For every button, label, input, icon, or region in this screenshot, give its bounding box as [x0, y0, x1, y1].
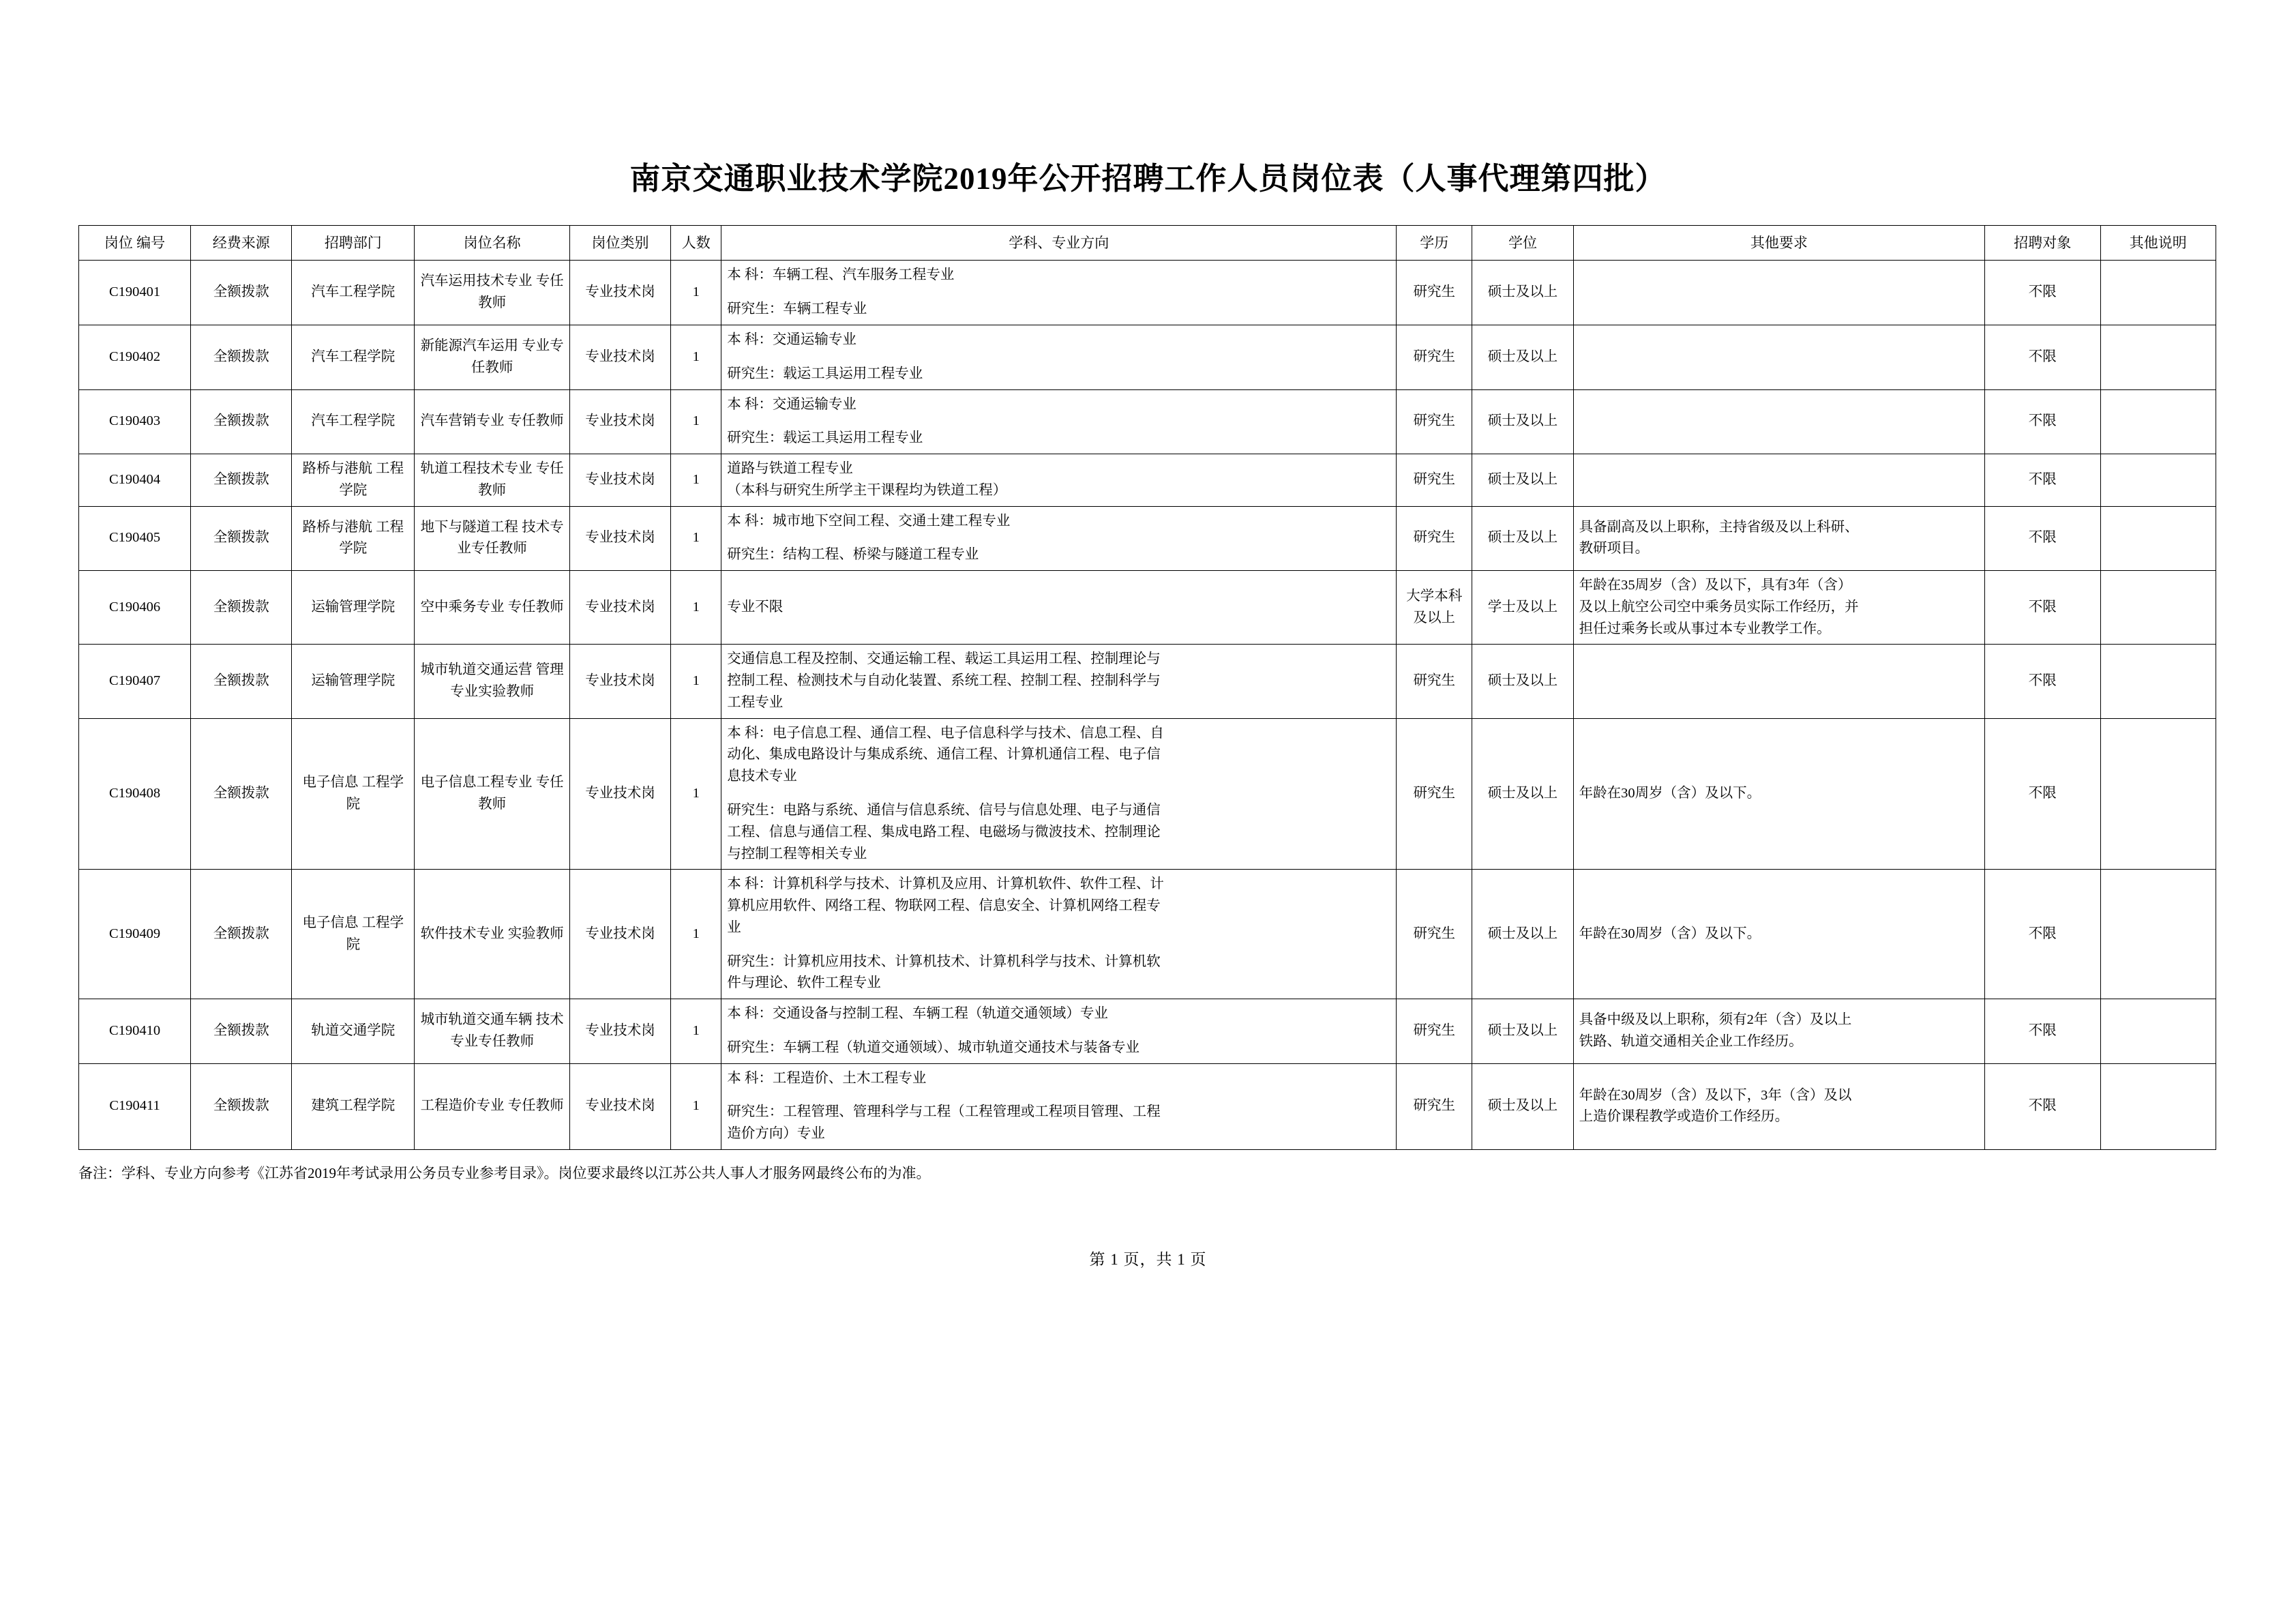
- cell-target: 不限: [1985, 506, 2100, 571]
- col-header-category: 岗位类别: [569, 226, 670, 261]
- cell-education-line2: 及以上: [1413, 610, 1456, 625]
- cell-position: [415, 999, 570, 1064]
- cell-other-requirements: [1573, 645, 1985, 718]
- cell-count: 1: [671, 454, 721, 507]
- cell-other-requirements: [1573, 261, 1985, 325]
- cell-department: 运输管理学院: [292, 571, 415, 645]
- cell-other-requirements: 年龄在30周岁（含）及以下。: [1573, 870, 1985, 999]
- cell-position-line1: 工程造价专业: [420, 1098, 505, 1114]
- cell-other-line1: 年龄在30周岁（含）及以下，3年（含）及以: [1579, 1087, 1852, 1103]
- col-header-department: 招聘部门: [292, 226, 415, 261]
- cell-count: 1: [671, 506, 721, 571]
- cell-position-line2: 专业专任教师: [471, 338, 564, 375]
- cell-major: [721, 389, 1397, 454]
- cell-funding: 全额拨款: [191, 389, 292, 454]
- cell-position: [415, 718, 570, 870]
- cell-position: [415, 261, 570, 325]
- cell-department: 运输管理学院: [292, 645, 415, 718]
- col-header-count: 人数: [671, 226, 721, 261]
- cell-position-line2: 专任教师: [478, 775, 564, 812]
- cell-major-line1: 本 科：电子信息工程、通信工程、电子信息科学与技术、信息工程、自: [727, 725, 1164, 741]
- cell-position-line2: 专任教师: [478, 461, 564, 498]
- cell-major: [721, 999, 1397, 1064]
- cell-target: 不限: [1985, 718, 2100, 870]
- cell-position: [415, 454, 570, 507]
- cell-position-line2: 专任教师: [478, 274, 564, 311]
- cell-remark: [2100, 454, 2216, 507]
- table-row: [79, 870, 2216, 999]
- cell-other-line2: 及以上航空公司空中乘务员实际工作经历，并: [1579, 599, 1859, 615]
- cell-major-line1: 本 科：交通运输专业: [727, 331, 856, 347]
- cell-major: [721, 645, 1397, 718]
- cell-department: 汽车工程学院: [292, 261, 415, 325]
- cell-other-line2: 铁路、轨道交通相关企业工作经历。: [1579, 1033, 1803, 1049]
- cell-code: C190411: [79, 1063, 191, 1149]
- cell-major-line2: 研究生：车辆工程专业: [727, 301, 867, 317]
- col-header-degree: 学位: [1472, 226, 1573, 261]
- cell-department-line1: 路桥与港航: [302, 519, 372, 535]
- cell-degree: 硕士及以上: [1472, 261, 1573, 325]
- cell-position-line2: 技术专业专任教师: [457, 519, 564, 557]
- cell-position: [415, 389, 570, 454]
- cell-major-line2: （本科与研究生所学主干课程均为铁道工程）: [727, 482, 1007, 498]
- cell-remark: [2100, 645, 2216, 718]
- cell-code: C190410: [79, 999, 191, 1064]
- cell-other-requirements: [1573, 389, 1985, 454]
- cell-education: 研究生: [1397, 870, 1472, 999]
- cell-position-line1: 轨道工程技术专业: [420, 461, 533, 477]
- cell-department: 轨道交通学院: [292, 999, 415, 1064]
- cell-major: [721, 1063, 1397, 1149]
- cell-department-line2: 工程学院: [339, 461, 404, 498]
- col-header-remark: 其他说明: [2100, 226, 2216, 261]
- table-footnote: 备注：学科、专业方向参考《江苏省2019年考试录用公务员专业参考目录》。岗位要求最终以江苏公共人事人才服务网最终公布的为准。: [78, 1164, 931, 1181]
- cell-department-line2: 工程学院: [346, 915, 404, 952]
- cell-other-line2: 教研项目。: [1579, 541, 1650, 557]
- cell-degree: 硕士及以上: [1472, 718, 1573, 870]
- cell-degree: 硕士及以上: [1472, 645, 1573, 718]
- cell-department-line2: 工程学院: [346, 775, 404, 812]
- cell-other-requirements: [1573, 325, 1985, 389]
- cell-degree: 硕士及以上: [1472, 506, 1573, 571]
- cell-target: 不限: [1985, 999, 2100, 1064]
- cell-department-line2: 工程学院: [339, 519, 404, 557]
- cell-count: 1: [671, 261, 721, 325]
- cell-department: [292, 506, 415, 571]
- cell-count: 1: [671, 645, 721, 718]
- cell-category: 专业技术岗: [569, 389, 670, 454]
- cell-department-line1: 电子信息: [302, 915, 359, 930]
- cell-position: [415, 506, 570, 571]
- cell-other-line1: 具备中级及以上职称，须有2年（含）及以上: [1579, 1012, 1852, 1028]
- col-header-code-line1: 岗位: [104, 235, 133, 251]
- cell-education: 研究生: [1397, 645, 1472, 718]
- cell-position-line1: 地下与隧道工程: [420, 519, 519, 535]
- cell-major-line3: 造价方向）专业: [727, 1126, 825, 1142]
- cell-major: [721, 454, 1397, 507]
- cell-funding: 全额拨款: [191, 718, 292, 870]
- cell-major-line1: 道路与铁道工程专业: [727, 461, 853, 477]
- cell-major-line1: 本 科：城市地下空间工程、交通土建工程专业: [727, 513, 1011, 529]
- cell-position-line1: 空中乘务专业: [420, 599, 505, 615]
- cell-category: 专业技术岗: [569, 999, 670, 1064]
- cell-count: 1: [671, 870, 721, 999]
- cell-major-line3: 息技术专业: [727, 769, 797, 784]
- cell-target: 不限: [1985, 571, 2100, 645]
- cell-position: [415, 571, 570, 645]
- cell-code: C190407: [79, 645, 191, 718]
- cell-other-line2: 上造价课程教学或造价工作经历。: [1579, 1109, 1789, 1125]
- cell-department-line1: 电子信息: [302, 775, 359, 791]
- cell-position-line1: 新能源汽车运用: [420, 338, 519, 353]
- cell-funding: 全额拨款: [191, 261, 292, 325]
- cell-funding: 全额拨款: [191, 506, 292, 571]
- cell-remark: [2100, 325, 2216, 389]
- cell-major: [721, 506, 1397, 571]
- cell-funding: 全额拨款: [191, 571, 292, 645]
- cell-major-line3: 工程专业: [727, 694, 784, 710]
- cell-major-line3: 业: [727, 919, 741, 935]
- cell-major-line1: 交通信息工程及控制、交通运输工程、载运工具运用工程、控制理论与: [727, 651, 1161, 667]
- cell-other-requirements: [1573, 454, 1985, 507]
- cell-category: 专业技术岗: [569, 645, 670, 718]
- cell-count: 1: [671, 325, 721, 389]
- cell-position-line1: 汽车运用技术专业: [420, 274, 533, 289]
- cell-target: 不限: [1985, 325, 2100, 389]
- cell-count: 1: [671, 718, 721, 870]
- cell-target: 不限: [1985, 454, 2100, 507]
- cell-other-line3: 担任过乘务长或从事过本专业教学工作。: [1579, 621, 1831, 636]
- cell-major-line1: 本 科：交通设备与控制工程、车辆工程（轨道交通领域）专业: [727, 1006, 1108, 1022]
- cell-education: 研究生: [1397, 506, 1472, 571]
- cell-other-requirements: [1573, 999, 1985, 1064]
- cell-education: 研究生: [1397, 389, 1472, 454]
- cell-funding: 全额拨款: [191, 999, 292, 1064]
- table-row: [79, 454, 2216, 507]
- cell-remark: [2100, 261, 2216, 325]
- cell-position-line2: 管理专业实验教师: [450, 662, 564, 700]
- cell-category: 专业技术岗: [569, 325, 670, 389]
- cell-funding: 全额拨款: [191, 454, 292, 507]
- cell-degree: 硕士及以上: [1472, 454, 1573, 507]
- cell-target: 不限: [1985, 261, 2100, 325]
- cell-count: 1: [671, 1063, 721, 1149]
- cell-major-line2: 研究生：载运工具运用工程专业: [727, 430, 923, 446]
- col-header-major: 学科、专业方向: [721, 226, 1397, 261]
- col-header-position: 岗位名称: [415, 226, 570, 261]
- cell-education-line1: 大学本科: [1406, 588, 1463, 604]
- cell-major: 专业不限: [721, 571, 1397, 645]
- col-header-other-requirements: 其他要求: [1573, 226, 1985, 261]
- cell-major-line2: 研究生：结构工程、桥梁与隧道工程专业: [727, 547, 979, 563]
- cell-category: 专业技术岗: [569, 454, 670, 507]
- cell-major: [721, 325, 1397, 389]
- cell-major-line2: 算机应用软件、网络工程、物联网工程、信息安全、计算机网络工程专: [727, 898, 1161, 914]
- jobs-table-wrapper: [78, 225, 2218, 1150]
- cell-funding: 全额拨款: [191, 645, 292, 718]
- cell-education: [1397, 571, 1472, 645]
- cell-code: C190401: [79, 261, 191, 325]
- cell-degree: 硕士及以上: [1472, 389, 1573, 454]
- cell-target: 不限: [1985, 870, 2100, 999]
- cell-target: 不限: [1985, 389, 2100, 454]
- cell-position-line2: 专任教师: [507, 413, 564, 429]
- cell-position: [415, 645, 570, 718]
- cell-degree: 学士及以上: [1472, 571, 1573, 645]
- cell-target: 不限: [1985, 645, 2100, 718]
- table-row: [79, 1063, 2216, 1149]
- cell-major-line1: 本 科：交通运输专业: [727, 396, 856, 412]
- col-header-funding: 经费来源: [191, 226, 292, 261]
- cell-department: [292, 870, 415, 999]
- cell-major-line5: 件与理论、软件工程专业: [727, 975, 881, 991]
- cell-degree: 硕士及以上: [1472, 870, 1573, 999]
- cell-other-line1: 年龄在35周岁（含）及以下，具有3年（含）: [1579, 578, 1852, 593]
- cell-category: 专业技术岗: [569, 1063, 670, 1149]
- col-header-code: [79, 226, 191, 261]
- cell-category: 专业技术岗: [569, 261, 670, 325]
- cell-remark: [2100, 506, 2216, 571]
- cell-major-line2: 控制工程、检测技术与自动化装置、系统工程、控制工程、控制科学与: [727, 673, 1161, 689]
- jobs-table: [78, 225, 2216, 1150]
- col-header-education: 学历: [1397, 226, 1472, 261]
- table-row: [79, 389, 2216, 454]
- cell-department-line1: 路桥与港航: [302, 461, 372, 477]
- table-header-row: [79, 226, 2216, 261]
- cell-department: 汽车工程学院: [292, 325, 415, 389]
- cell-position-line2: 技术专业专任教师: [450, 1012, 564, 1049]
- cell-major: [721, 870, 1397, 999]
- cell-code: C190408: [79, 718, 191, 870]
- cell-position: [415, 1063, 570, 1149]
- cell-major-line1: 本 科：工程造价、土木工程专业: [727, 1070, 927, 1086]
- cell-major: [721, 718, 1397, 870]
- cell-code: C190406: [79, 571, 191, 645]
- cell-position-line1: 城市轨道交通车辆: [420, 1012, 533, 1028]
- cell-code: C190409: [79, 870, 191, 999]
- page-number: 第 1 页，共 1 页: [1089, 1250, 1207, 1268]
- table-row: [79, 506, 2216, 571]
- cell-count: 1: [671, 571, 721, 645]
- cell-remark: [2100, 571, 2216, 645]
- cell-position: [415, 325, 570, 389]
- col-header-code-line2: 编号: [136, 235, 166, 251]
- cell-education: 研究生: [1397, 1063, 1472, 1149]
- cell-other-requirements: [1573, 571, 1985, 645]
- cell-code: C190404: [79, 454, 191, 507]
- cell-position-line1: 软件技术专业: [420, 926, 505, 941]
- cell-education: 研究生: [1397, 999, 1472, 1064]
- cell-count: 1: [671, 999, 721, 1064]
- cell-code: C190403: [79, 389, 191, 454]
- cell-remark: [2100, 999, 2216, 1064]
- table-row: [79, 325, 2216, 389]
- cell-position: [415, 870, 570, 999]
- cell-position-line1: 汽车营销专业: [420, 413, 505, 429]
- cell-remark: [2100, 870, 2216, 999]
- cell-category: 专业技术岗: [569, 870, 670, 999]
- cell-education: 研究生: [1397, 718, 1472, 870]
- cell-major-line4: 研究生：计算机应用技术、计算机技术、计算机科学与技术、计算机软: [727, 954, 1161, 969]
- cell-degree: 硕士及以上: [1472, 325, 1573, 389]
- cell-count: 1: [671, 389, 721, 454]
- cell-education: 研究生: [1397, 325, 1472, 389]
- cell-degree: 硕士及以上: [1472, 999, 1573, 1064]
- cell-category: 专业技术岗: [569, 718, 670, 870]
- cell-department: 汽车工程学院: [292, 389, 415, 454]
- cell-major-line5: 工程、信息与通信工程、集成电路工程、电磁场与微波技术、控制理论: [727, 824, 1161, 840]
- cell-funding: 全额拨款: [191, 325, 292, 389]
- cell-department: [292, 454, 415, 507]
- cell-category: 专业技术岗: [569, 506, 670, 571]
- cell-major-line1: 本 科：车辆工程、汽车服务工程专业: [727, 267, 955, 283]
- table-row: [79, 718, 2216, 870]
- cell-major-line2: 研究生：载运工具运用工程专业: [727, 366, 923, 381]
- cell-category: 专业技术岗: [569, 571, 670, 645]
- cell-major-line4: 研究生：电路与系统、通信与信息系统、信号与信息处理、电子与通信: [727, 802, 1161, 818]
- cell-position-line1: 电子信息工程专业: [420, 775, 533, 791]
- cell-position-line2: 专任教师: [507, 1098, 564, 1114]
- cell-funding: 全额拨款: [191, 870, 292, 999]
- cell-department: 建筑工程学院: [292, 1063, 415, 1149]
- cell-major-line6: 与控制工程等相关专业: [727, 846, 867, 861]
- cell-major-line2: 动化、集成电路设计与集成系统、通信工程、计算机通信工程、电子信: [727, 747, 1161, 763]
- cell-position-line2: 实验教师: [507, 926, 564, 941]
- cell-code: C190405: [79, 506, 191, 571]
- table-row: [79, 571, 2216, 645]
- cell-position-line1: 城市轨道交通运营: [420, 662, 533, 678]
- cell-funding: 全额拨款: [191, 1063, 292, 1149]
- table-row: [79, 261, 2216, 325]
- cell-other-requirements: [1573, 506, 1985, 571]
- cell-education: 研究生: [1397, 261, 1472, 325]
- cell-target: 不限: [1985, 1063, 2100, 1149]
- table-row: [79, 999, 2216, 1064]
- col-header-target: 招聘对象: [1985, 226, 2100, 261]
- cell-code: C190402: [79, 325, 191, 389]
- cell-education: 研究生: [1397, 454, 1472, 507]
- cell-remark: [2100, 718, 2216, 870]
- cell-major: [721, 261, 1397, 325]
- cell-major-line1: 本 科：计算机科学与技术、计算机及应用、计算机软件、软件工程、计: [727, 876, 1164, 892]
- cell-other-requirements: [1573, 1063, 1985, 1149]
- cell-other-line1: 具备副高及以上职称，主持省级及以上科研、: [1579, 519, 1859, 535]
- cell-major-line2: 研究生：车辆工程（轨道交通领域）、城市轨道交通技术与装备专业: [727, 1039, 1140, 1055]
- cell-major-line2: 研究生：工程管理、管理科学与工程（工程管理或工程项目管理、工程: [727, 1104, 1161, 1120]
- page-title: 南京交通职业技术学院2019年公开招聘工作人员岗位表（人事代理第四批）: [629, 162, 1667, 196]
- cell-other-requirements: 年龄在30周岁（含）及以下。: [1573, 718, 1985, 870]
- cell-remark: [2100, 389, 2216, 454]
- table-row: [79, 645, 2216, 718]
- cell-department: [292, 718, 415, 870]
- cell-remark: [2100, 1063, 2216, 1149]
- cell-degree: 硕士及以上: [1472, 1063, 1573, 1149]
- cell-position-line2: 专任教师: [507, 599, 564, 615]
